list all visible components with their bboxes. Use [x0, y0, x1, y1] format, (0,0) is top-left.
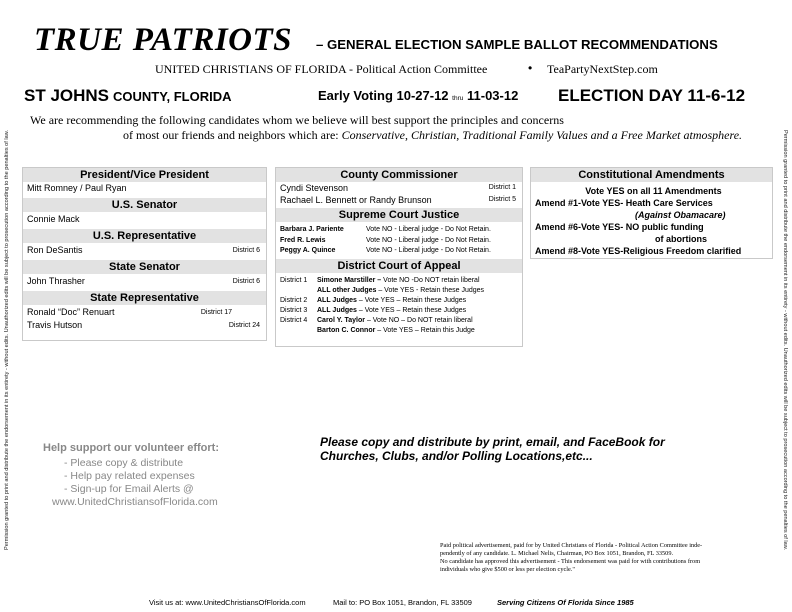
justice-name: Barbara J. Pariente	[280, 226, 344, 233]
right-permission-text: Permission granted to print and distribute the endorsement in its entirety - without edits. Unauthorized edits will be subject to prosecution according to the penalties of law.	[782, 129, 788, 551]
dca-district: District 3	[280, 306, 308, 314]
copy-note-line-1: Please copy and distribute by print, email, and FaceBook for	[320, 435, 665, 449]
dca-judge: ALL other Judges	[317, 286, 377, 294]
state-rep-candidate	[23, 306, 266, 319]
president-header: President/Vice President	[23, 168, 266, 182]
us-rep-district: District 6	[232, 247, 260, 254]
dca-row	[276, 276, 522, 286]
help-heading: Help support our volunteer effort:	[43, 442, 219, 454]
help-item: - Please copy & distribute	[64, 457, 184, 469]
left-permission-text: Permission granted to print and distribute the endorsement in its entirety - without edits. Unauthorized edits will be subject to prosecution according to the penalties of law.	[4, 129, 10, 551]
amendments-header: Constitutional Amendments	[531, 168, 772, 182]
intro-line-1: We are recommending the following candidates whom we believe will best support the principles and concerns	[30, 113, 564, 127]
us-rep-header: U.S. Representative	[23, 229, 266, 243]
early-voting-thru: thru	[452, 95, 464, 102]
footer-mail-address: Mail to: PO Box 1051, Brandon, FL 33509	[333, 598, 472, 607]
president-candidate: Mitt Romney / Paul Ryan	[27, 183, 127, 193]
senator-header: U.S. Senator	[23, 198, 266, 212]
dca-judge: Carol Y. Taylor	[317, 316, 365, 324]
state-senator-district: District 6	[232, 278, 260, 285]
footer-visit-link[interactable]: Visit us at: www.UnitedChristiansOfFlorida.com	[149, 598, 306, 607]
dca-district: District 4	[280, 316, 308, 324]
intro-line-2	[123, 128, 742, 143]
commissioner-district: District 5	[488, 196, 516, 203]
dca-vote: – Vote NO – Do NOT retain liberal	[366, 316, 473, 324]
bullet-separator: •	[528, 61, 533, 75]
dca-judge: Barton C. Connor	[317, 326, 376, 334]
org-name: UNITED CHRISTIANS OF FLORIDA - Political Action Committee	[155, 62, 488, 76]
amendments-box	[530, 167, 773, 259]
amendment-6: Amend #6-Vote YES- NO public funding	[535, 222, 704, 232]
help-item: - Help pay related expenses	[64, 470, 195, 482]
dca-district: District 1	[280, 276, 308, 284]
justice-vote: Vote NO - Liberal judge - Do Not Retain.	[366, 247, 491, 254]
county-name: ST JOHNS	[24, 86, 110, 105]
state-senator-name: John Thrasher	[27, 276, 85, 286]
amendment-1-note	[531, 209, 772, 221]
dca-row	[276, 286, 522, 296]
amendment-1: Amend #1-Vote YES- Heath Care Services	[535, 198, 713, 208]
county-state: COUNTY, FLORIDA	[113, 89, 232, 104]
commissioner-candidate	[276, 182, 522, 194]
amendment-1-note-text: (Against Obamacare)	[635, 210, 726, 220]
dca-judge: Simone Marstiller –	[317, 276, 382, 284]
early-voting	[318, 88, 518, 103]
justice-name: Fred R. Lewis	[280, 236, 326, 244]
copy-distribute-note	[320, 435, 665, 463]
county-heading	[24, 86, 231, 106]
copy-note-line-2: Churches, Clubs, and/or Polling Locations,etc...	[320, 449, 593, 463]
justice-row	[276, 246, 522, 257]
commissioner-name: Cyndi Stevenson	[280, 183, 349, 193]
dca-row	[276, 326, 522, 336]
justice-row	[276, 236, 522, 247]
intro-line-2-italic: Conservative, Christian, Traditional Family Values and a Free Market atmosphere.	[341, 128, 743, 142]
right-permission-note	[780, 75, 790, 605]
dca-row	[276, 296, 522, 306]
paid-line-2: pendently of any candidate. L. Michael Nelis, Chairman, PO Box 1051, Brandon, FL 33509.	[440, 550, 674, 557]
intro-line-2-plain: of most our friends and neighbors which are:	[123, 128, 339, 142]
state-rep-district: District 24	[228, 322, 260, 329]
state-rep-name: Travis Hutson	[27, 320, 83, 330]
senator-candidate: Connie Mack	[27, 214, 80, 224]
page-title: TRUE PATRIOTS	[34, 22, 293, 58]
help-url-link[interactable]: www.UnitedChristiansofFlorida.com	[52, 496, 218, 508]
commissioner-name: Rachael L. Bennett or Randy Brunson	[280, 195, 432, 205]
state-rep-candidate	[23, 319, 266, 332]
justice-row	[276, 225, 522, 236]
state-rep-district: District 17	[200, 309, 232, 316]
justice-name: Peggy A. Quince	[280, 247, 336, 254]
paid-line-4: individuals who give $500 or less per election cycle."	[440, 566, 575, 573]
state-rep-header: State Representative	[23, 291, 266, 305]
justice-vote: Vote NO - Liberal judge - Do Not Retain.	[366, 236, 491, 244]
county-courts-box	[275, 167, 523, 347]
help-item: - Sign-up for Email Alerts @	[64, 483, 194, 495]
dca-vote: – Vote YES - Retain these Judges	[378, 286, 485, 294]
dca-vote: – Vote YES – Retain these Judges	[358, 306, 467, 314]
paid-line-1: Paid political advertisement, paid for by United Christians of Florida - Political Action Committee inde-	[440, 542, 703, 549]
federal-state-box	[22, 167, 267, 341]
dca-judge: ALL Judges	[317, 296, 357, 304]
commissioner-candidate	[276, 194, 522, 206]
page-subtitle: – GENERAL ELECTION SAMPLE BALLOT RECOMMENDATIONS	[316, 37, 718, 52]
amendment-8: Amend #8-Vote YES-Religious Freedom clarified	[535, 246, 742, 256]
state-senator-candidate	[23, 275, 266, 288]
dca-vote: Vote NO -Do NOT retain liberal	[383, 276, 480, 284]
paid-line-3: No candidate has approved this advertisement - This endorsement was paid for with contributions from	[440, 558, 701, 565]
us-rep-name: Ron DeSantis	[27, 245, 83, 255]
dca-row	[276, 306, 522, 316]
left-permission-note	[2, 75, 12, 605]
dca-vote: – Vote YES – Retain this Judge	[377, 326, 475, 334]
state-senator-header: State Senator	[23, 260, 266, 274]
org-website: TeaPartyNextStep.com	[547, 62, 658, 76]
dca-row	[276, 316, 522, 326]
us-rep-candidate	[23, 244, 266, 257]
amendment-6-note: of abortions	[655, 234, 707, 244]
state-rep-name: Ronald “Doc” Renuart	[27, 307, 115, 317]
amendments-all: Vote YES on all 11 Amendments	[585, 186, 722, 196]
supreme-court-header: Supreme Court Justice	[276, 208, 522, 222]
footer-tagline: Serving Citizens Of Florida Since 1985	[497, 598, 634, 607]
dca-vote: – Vote YES – Retain these Judges	[358, 296, 467, 304]
commissioner-header: County Commissioner	[276, 168, 522, 182]
dca-district: District 2	[280, 296, 308, 304]
dca-header: District Court of Appeal	[276, 259, 522, 273]
early-voting-start: Early Voting 10-27-12	[318, 88, 449, 103]
dca-judge: ALL Judges	[317, 306, 357, 314]
commissioner-district: District 1	[488, 184, 516, 191]
early-voting-end: 11-03-12	[467, 88, 519, 103]
paid-advertisement-disclaimer	[440, 542, 776, 574]
justice-vote: Vote NO - Liberal judge - Do Not Retain.	[366, 226, 491, 233]
election-day: ELECTION DAY 11-6-12	[558, 86, 746, 105]
